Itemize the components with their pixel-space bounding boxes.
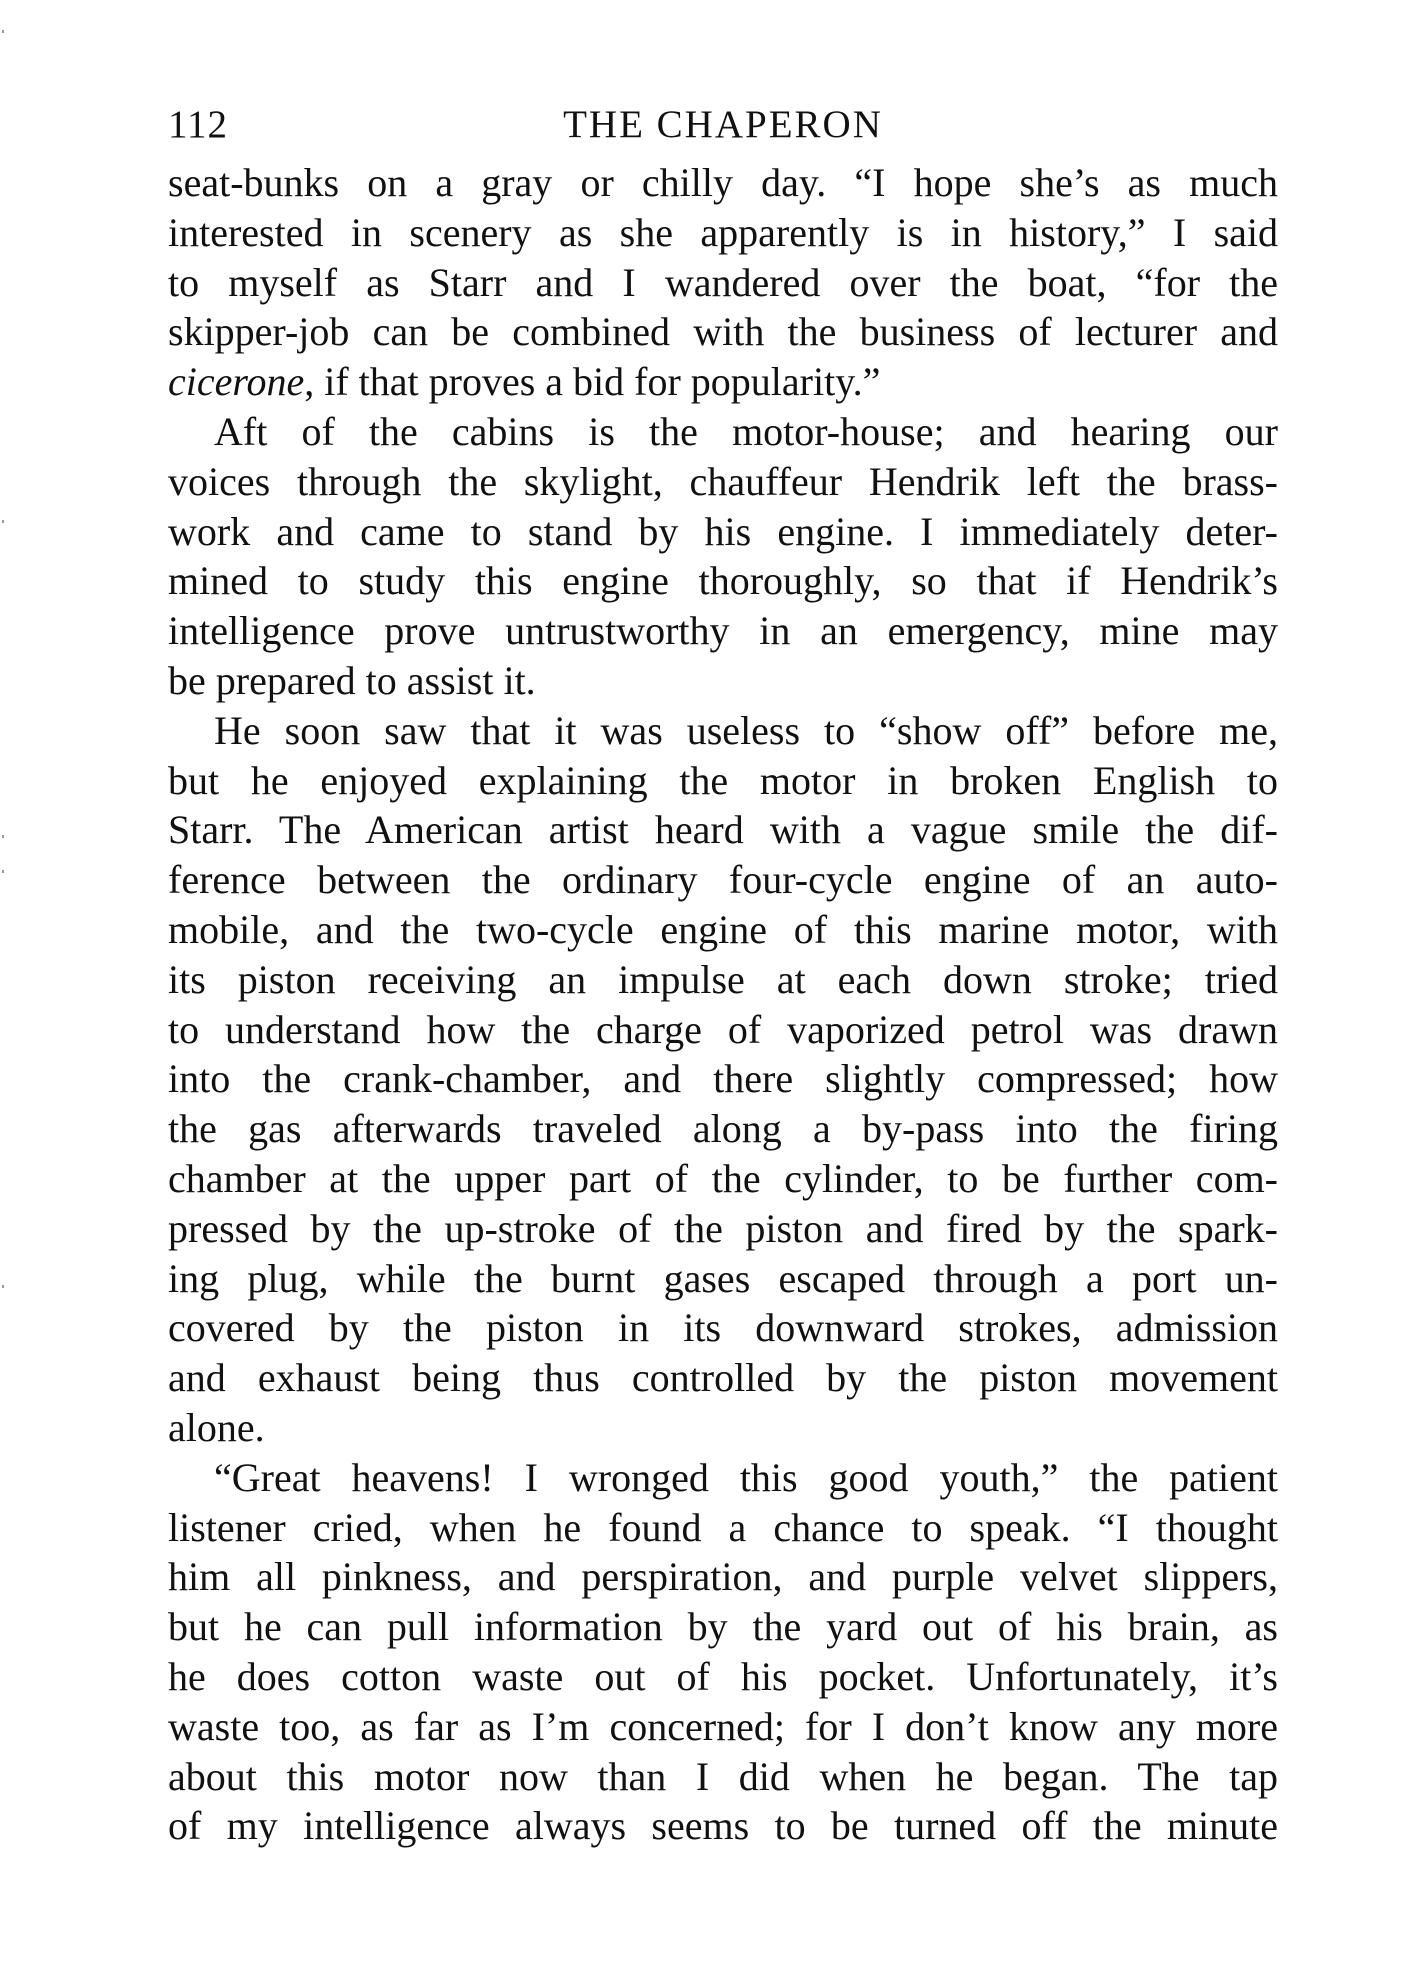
page-number: 112 [168,103,229,146]
text-line: seat-bunks on a gray or chilly day. “I hope she’s as much [168,160,1278,205]
text-line: “Great heavens! I wronged this good youth,” the patient [214,1454,1278,1500]
text-line [168,357,1278,407]
text-line: of my intelligence always seems to be turned off the minute [168,1803,1278,1849]
text-line: he does cotton waste out of his pocket. Unfortunately, it’s [168,1653,1278,1699]
italic-word: cicerone [168,359,305,405]
running-head [168,95,1278,155]
paragraph [168,407,1278,706]
text-line: waste too, as far as I’m concerned; for I don’t know any more [168,1703,1278,1749]
text-fragment: , if that proves a bid for popularity.” [304,359,881,405]
text-line: mined to study this engine thoroughly, so that if Hendrik’s [168,558,1278,604]
paragraph [168,706,1278,1453]
text-line: alone. [168,1404,265,1450]
text-line: intelligence prove untrustworthy in an emergency, mine may [168,608,1278,654]
text-line: but he can pull information by the yard out of his brain, as [168,1604,1278,1650]
text-line: Aft of the cabins is the motor-house; and hearing our [214,408,1278,454]
text-line: its piston receiving an impulse at each down stroke; tried [168,956,1278,1002]
running-title: THE CHAPERON [563,103,883,146]
text-line: him all pinkness, and perspiration, and purple velvet slippers, [168,1554,1278,1600]
text-line: skipper-job can be combined with the business of lecturer and [168,309,1278,355]
text-line: covered by the piston in its downward strokes, admission [168,1305,1278,1351]
text-line: ing plug, while the burnt gases escaped through a port un- [168,1255,1278,1301]
text-line: interested in scenery as she apparently is in history,” I said [168,209,1278,255]
paragraph [168,158,1278,407]
text-line: be prepared to assist it. [168,657,536,703]
text-line: and exhaust being thus controlled by the piston movement [168,1355,1278,1401]
body-text [168,158,1278,1851]
text-line: listener cried, when he found a chance to speak. “I thought [168,1504,1278,1550]
text-line: chamber at the upper part of the cylinder, to be further com- [168,1155,1278,1201]
paragraph [168,1453,1278,1851]
text-line: ference between the ordinary four-cycle engine of an auto- [168,857,1278,903]
text-line: but he enjoyed explaining the motor in broken English to [168,757,1278,803]
text-line: mobile, and the two-cycle engine of this marine motor, with [168,906,1278,952]
text-line: He soon saw that it was useless to “show off” before me, [214,707,1278,753]
text-line: work and came to stand by his engine. I immediately deter- [168,508,1278,554]
text-line: into the crank-chamber, and there slightly compressed; how [168,1056,1278,1102]
scan-margin-marks [2,0,6,1966]
text-line: pressed by the up-stroke of the piston and fired by the spark- [168,1205,1278,1251]
text-line: to understand how the charge of vaporized petrol was drawn [168,1006,1278,1052]
text-line: about this motor now than I did when he began. The tap [168,1753,1278,1799]
text-line: Starr. The American artist heard with a vague smile the dif- [168,807,1278,853]
text-line: the gas afterwards traveled along a by-pass into the firing [168,1106,1278,1152]
text-line: to myself as Starr and I wandered over the boat, “for the [168,259,1278,305]
text-line: voices through the skylight, chauffeur Hendrik left the brass- [168,458,1278,504]
